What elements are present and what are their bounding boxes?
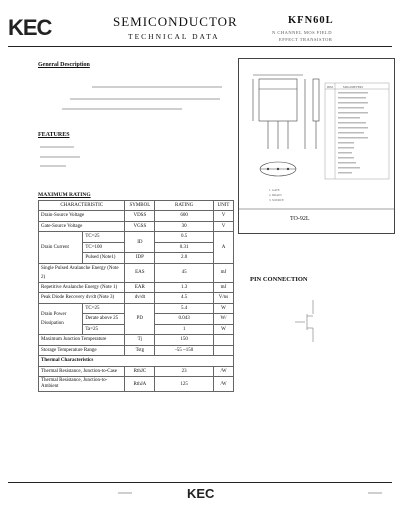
row-rating: 0.31 [155,242,214,253]
package-outline-box [238,58,395,234]
row-condition: Pulsed (Note1) [83,253,125,264]
row-rating: 23 [155,366,214,377]
footer-rule [8,482,392,483]
feature-line [40,165,66,167]
row-rating: 45 [155,263,214,282]
table-row [39,232,234,243]
table-row [39,221,234,232]
general-description-heading: General Description [38,62,90,68]
row-label: Repetitive Avalanche Energy (Note 1) [39,282,125,293]
description-line [70,98,220,100]
row-label: Gate-Source Voltage [39,221,125,232]
mm-header: MILLIMETERS [343,85,364,89]
row-label: Single Pulsed Avalanche Energy (Note 2) [39,263,125,282]
row-unit: /W [214,377,234,392]
row-unit: /W [214,366,234,377]
row-unit: V [214,211,234,222]
feature-line [40,146,74,148]
thermal-characteristics-heading: Thermal Characteristics [39,356,234,367]
row-symbol: RthJA [125,377,155,392]
footer-page [368,492,382,494]
row-condition: TC=100 [83,242,125,253]
row-rating: 4.5 [155,293,214,304]
row-symbol: EAR [125,282,155,293]
dim-header: DIM [327,85,333,89]
package-body-front [259,79,297,121]
table-row [39,293,234,304]
maximum-rating-table [38,200,234,392]
maximum-rating-heading: MAXIMUM RATING [38,192,91,198]
part-subtitle-2: EFFECT TRANSISTOR [279,37,333,42]
row-unit [214,345,234,356]
row-symbol: IDP [125,253,155,264]
row-rating: 2.0 [155,253,214,264]
header-symbol: SYMBOL [125,201,155,211]
row-rating: -55 ~150 [155,345,214,356]
row-symbol: VGSS [125,221,155,232]
row-label: Storage Temperature Range [39,345,125,356]
row-unit: mJ [214,282,234,293]
mosfet-symbol [285,296,335,346]
row-condition: TC=25 [83,303,125,314]
header-rule [8,46,392,47]
kec-logo: KEC [8,15,52,40]
table-row [39,366,234,377]
row-label: Thermal Resistance, Junction-to-Ambient [39,377,125,392]
note-gate: 1. GATE [269,188,280,192]
description-line [62,108,182,110]
table-row [39,377,234,392]
table-row [39,263,234,282]
row-symbol: dv/dt [125,293,155,304]
pin-connection-heading: PIN CONNECTION [250,276,308,283]
note-source: 3. SOURCE [269,198,284,202]
row-rating: 1 [155,324,214,335]
package-body-side [313,79,319,121]
row-label: Drain-Source Voltage [39,211,125,222]
row-label: Peak Diode Recovery dv/dt (Note 3) [39,293,125,304]
table-row [39,335,234,346]
row-label: Drain Current [39,232,83,264]
row-symbol: ID [125,232,155,253]
row-rating: 30 [155,221,214,232]
row-label: Drain Power Dissipation [39,303,83,335]
row-unit: W [214,324,234,335]
part-number: KFN60L [288,15,334,26]
row-label: Thermal Resistance, Junction-to-Case [39,366,125,377]
row-condition: Derate above 25 [83,314,125,325]
footer-date [118,492,132,494]
row-condition: TC=25 [83,232,125,243]
table-row [39,211,234,222]
note-drain: 2. DRAIN [269,193,282,197]
row-unit: V [214,221,234,232]
row-rating: 125 [155,377,214,392]
table-row [39,303,234,314]
row-unit [214,335,234,346]
row-rating: 0.043 [155,314,214,325]
row-rating: 5.4 [155,303,214,314]
table-row [39,356,234,367]
table-header-row [39,201,234,211]
package-name: TO-92L [290,216,310,222]
header-title: SEMICONDUCTOR [113,14,238,29]
row-unit: A [214,232,234,264]
row-symbol: RthJC [125,366,155,377]
row-symbol: EAS [125,263,155,282]
feature-line [40,156,80,158]
features-heading: FEATURES [38,132,70,138]
header-subtitle: TECHNICAL DATA [128,32,220,41]
description-line [92,86,222,88]
table-row [39,282,234,293]
row-label: Maximum Junction Temperature [39,335,125,346]
row-unit: W [214,303,234,314]
part-subtitle-1: N CHANNEL MOS FIELD [272,30,332,35]
row-symbol: Tj [125,335,155,346]
row-unit: mJ [214,263,234,282]
row-rating: 150 [155,335,214,346]
header-unit: UNIT [214,201,234,211]
row-symbol: Tstg [125,345,155,356]
row-rating: 0.5 [155,232,214,243]
row-condition: Ta=25 [83,324,125,335]
row-rating: 600 [155,211,214,222]
footer-kec-logo: KEC [187,486,215,501]
header-characteristic: CHARACTERISTIC [39,201,125,211]
row-unit: V/ns [214,293,234,304]
row-unit: W/ [214,314,234,325]
row-symbol: VDSS [125,211,155,222]
package-drawing [239,59,394,233]
table-row [39,345,234,356]
header-rating: RATING [155,201,214,211]
row-rating: 1.3 [155,282,214,293]
row-symbol: PD [125,303,155,335]
